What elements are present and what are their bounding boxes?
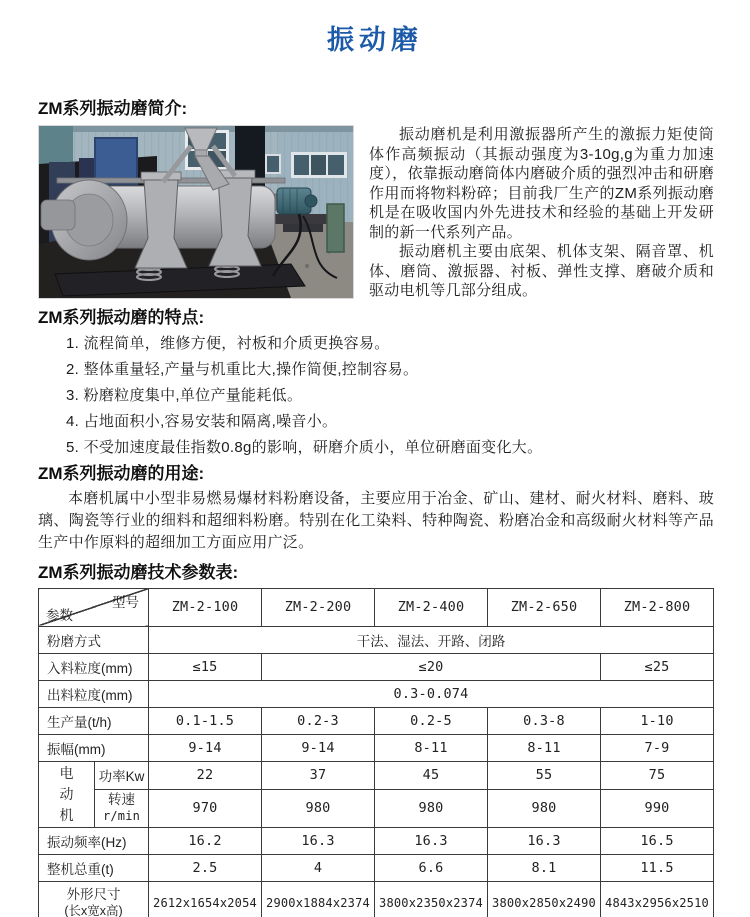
spec-value: 9-14 <box>262 734 375 761</box>
spec-value: 7-9 <box>601 734 714 761</box>
spec-value: 990 <box>601 790 714 827</box>
corner-label-model: 型号 <box>112 594 139 610</box>
spec-row-label: 转速 r/min <box>95 790 149 827</box>
spec-value: ≤20 <box>262 653 601 680</box>
intro-paragraph-2: 振动磨机主要由底架、机体支架、隔音罩、机体、磨筒、激振器、衬板、弹性支撑、磨破介质和驱动电机等几部分组成。 <box>369 243 714 299</box>
feature-item: 4. 占地面积小,容易安装和隔离,噪音小。 <box>66 412 338 430</box>
spec-row-motor-speed <box>39 790 714 827</box>
spec-value: 干法、湿法、开路、闭路 <box>149 626 714 653</box>
spec-row-label: 生产量(t/h) <box>39 707 149 734</box>
features-heading: ZM系列振动磨的特点: <box>38 307 205 327</box>
spec-value: 980 <box>488 790 601 827</box>
spec-value: 16.3 <box>375 827 488 854</box>
spec-value: 4 <box>262 854 375 881</box>
spec-row-dimensions <box>39 881 714 917</box>
spec-value: 0.2-3 <box>262 707 375 734</box>
model-header: ZM-2-800 <box>601 588 714 626</box>
spec-row-amplitude <box>39 734 714 761</box>
spec-value: 45 <box>375 761 488 790</box>
spec-value: 8-11 <box>488 734 601 761</box>
model-header: ZM-2-650 <box>488 588 601 626</box>
product-photo <box>38 125 354 299</box>
spec-value: 980 <box>375 790 488 827</box>
spec-value: 22 <box>149 761 262 790</box>
intro-text <box>369 125 714 301</box>
spec-value: 16.5 <box>601 827 714 854</box>
spec-value: 980 <box>262 790 375 827</box>
spec-value: 16.2 <box>149 827 262 854</box>
motor-group-label: 电动机 <box>39 761 95 827</box>
usage-paragraph: 本磨机属中小型非易燃易爆材料粉磨设备，主要应用于冶金、矿山、建材、耐火材料、磨料、玻璃、陶瓷等行业的细料和超细料粉磨。特别在化工染料、特种陶瓷、粉磨冶金和高级耐火材料等产品生产中作原料的超细加工方面应用广泛。 <box>38 489 714 551</box>
spec-row-output-size <box>39 680 714 707</box>
corner-cell <box>39 588 149 626</box>
spec-value: ≤15 <box>149 653 262 680</box>
spec-row-label: 入料粒度(mm) <box>39 653 149 680</box>
spec-value: 6.6 <box>375 854 488 881</box>
spec-value: 8.1 <box>488 854 601 881</box>
spec-value: 11.5 <box>601 854 714 881</box>
content-area <box>38 99 714 917</box>
spec-value: 970 <box>149 790 262 827</box>
spec-row-label: 功率Kw <box>95 761 149 790</box>
spec-value: 2612x1654x2054 <box>149 881 262 917</box>
spec-row-label: 粉磨方式 <box>39 626 149 653</box>
spec-value: 2.5 <box>149 854 262 881</box>
model-header: ZM-2-200 <box>262 588 375 626</box>
spec-value: ≤25 <box>601 653 714 680</box>
spec-row-total-weight <box>39 854 714 881</box>
spec-row-label: 振动频率(Hz) <box>39 827 149 854</box>
feature-item: 1. 流程简单，维修方便，衬板和介质更换容易。 <box>66 334 390 352</box>
spec-row-models <box>39 588 714 626</box>
spec-value: 0.1-1.5 <box>149 707 262 734</box>
spec-row-capacity <box>39 707 714 734</box>
spec-row-label: 外形尺寸 (长x宽x高) <box>39 881 149 917</box>
feature-item: 5. 不受加速度最佳指数0.8g的影响，研磨介质小，单位研磨面变化大。 <box>66 438 543 456</box>
spec-value: 3800x2350x2374 <box>375 881 488 917</box>
spec-row-label: 振幅(mm) <box>39 734 149 761</box>
model-header: ZM-2-400 <box>375 588 488 626</box>
control-box <box>327 204 344 252</box>
spec-row-feed-size <box>39 653 714 680</box>
spec-row-frequency <box>39 827 714 854</box>
spec-value: 75 <box>601 761 714 790</box>
spec-value: 2900x1884x2374 <box>262 881 375 917</box>
feature-item: 3. 粉磨粒度集中,单位产量能耗低。 <box>66 386 303 404</box>
page-title: 振动磨 <box>327 25 423 55</box>
specs-table <box>38 588 714 917</box>
spec-value: 37 <box>262 761 375 790</box>
features-list <box>38 334 714 457</box>
spec-value: 9-14 <box>149 734 262 761</box>
spec-value: 0.3-0.074 <box>149 680 714 707</box>
spec-value: 16.3 <box>262 827 375 854</box>
feature-item: 2. 整体重量轻,产量与机重比大,操作简便,控制容易。 <box>66 360 419 378</box>
specs-heading: ZM系列振动磨技术参数表: <box>38 562 239 582</box>
intro-paragraph-1: 振动磨机是利用激振器所产生的激振力矩使筒体作高频振动（其振动强度为3-10g,g为重力加速度），依靠振动磨筒体内磨破介质的强烈冲击和研磨作用而将物料粉碎；目前我厂生产的ZM系列振动磨机是在吸收国内外先进技术和经验的基础上开发研制的新一代系列产品。 <box>369 126 714 241</box>
spec-value: 1-10 <box>601 707 714 734</box>
spec-value: 55 <box>488 761 601 790</box>
spec-value: 8-11 <box>375 734 488 761</box>
spec-value: 0.2-5 <box>375 707 488 734</box>
spec-value: 16.3 <box>488 827 601 854</box>
spec-row-label: 整机总重(t) <box>39 854 149 881</box>
intro-section <box>38 125 714 301</box>
spec-value: 3800x2850x2490 <box>488 881 601 917</box>
spec-value: 0.3-8 <box>488 707 601 734</box>
drive-motor <box>277 188 317 214</box>
model-header: ZM-2-100 <box>149 588 262 626</box>
intro-heading: ZM系列振动磨简介: <box>38 99 188 118</box>
corner-label-parameter: 参数 <box>46 607 73 623</box>
spec-row-grinding-method <box>39 626 714 653</box>
spec-row-motor-power <box>39 761 714 790</box>
spec-row-label: 出料粒度(mm) <box>39 680 149 707</box>
spec-value: 4843x2956x2510 <box>601 881 714 917</box>
usage-heading: ZM系列振动磨的用途: <box>38 463 205 483</box>
